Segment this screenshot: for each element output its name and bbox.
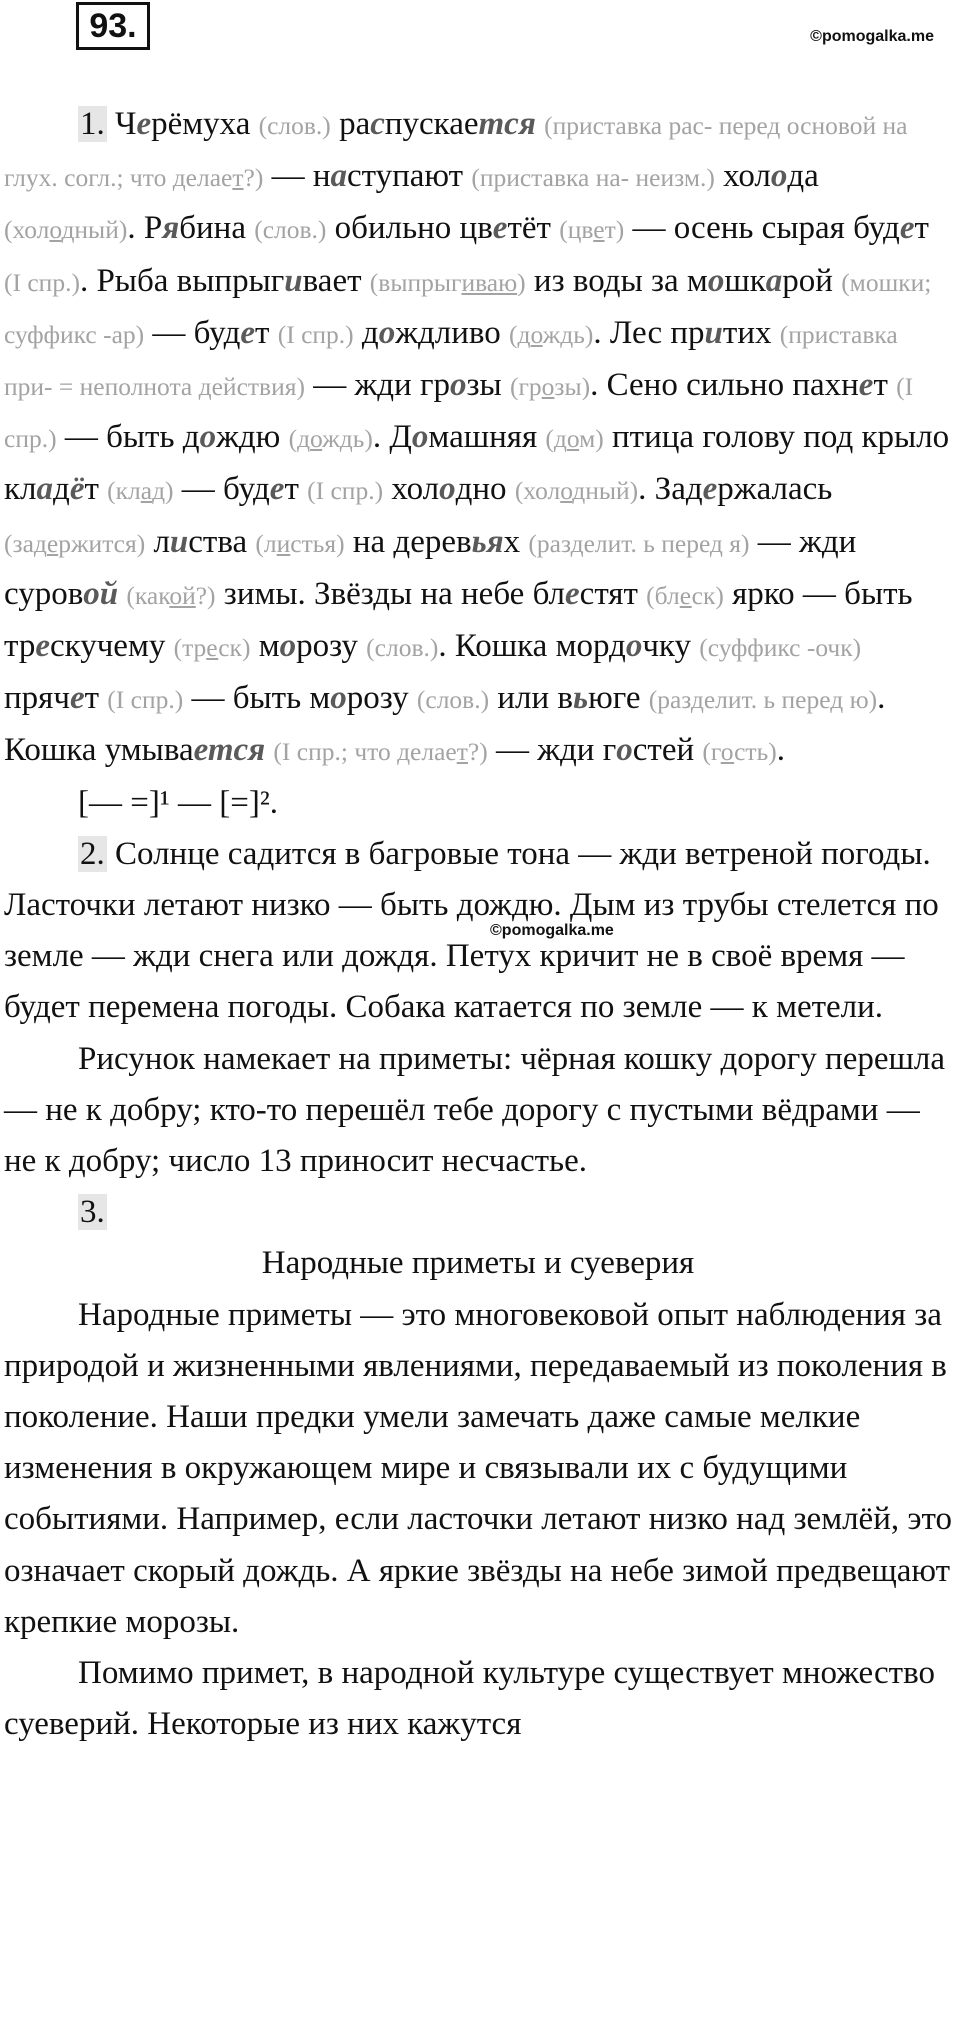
- exercise-number-badge: 93.: [76, 2, 150, 50]
- essay-title: Народные приметы и суеверия: [261, 1245, 695, 1282]
- essay-paragraph-2: Помимо примет, в народной культуре существует множество суеверий. Некоторые из них кажутся: [4, 1655, 935, 1743]
- essay-paragraph-1: Народные приметы — это многовековой опыт наблюдения за природой и жизненными явлениями, передаваемый из поколения в поколение. Наши предки умели замечать даже самые мелкие изменения в окружающем мире и связывали их с будущими событиями. Например, если ласточки летают низко над землёй, это означает скорый дождь. А яркие звёзды на небе зимой предвещают крепкие морозы.: [4, 1296, 953, 1640]
- part1-schema: [— =]¹ — [=]².: [78, 784, 278, 821]
- part2-paragraph-1: 2. Солнце садится в багровые тона — жди ветреной погоды. Ласточки летают низко — быть дождю. Дым из трубы стелется по земле — жди снега или дождя. Петух кричит не в своё время — будет перемена погоды. Собака катается по земле — к метели.: [4, 835, 939, 1026]
- part2-number: 2.: [80, 835, 105, 872]
- part1-paragraph: 1. Черёмуха (слов.) распускается (приставка рас- перед основой на глух. согл.; что делает?) — наступают (приставка на- неизм.) холода (холодный). Рябина (слов.) обильно цветёт (цвет) — осень сырая будет (I спр.). Рыба выпрыгивает (выпрыгиваю) из воды за мошкарой (мошки; суффикс -ар) — будет (I спр.) дождливо (дождь). Лес притих (приставка при- = неполнота действия) — жди грозы (грозы). Сено сильно пахнет (I спр.) — быть дождю (дождь). Домашняя (дом) птица голову под крыло кладёт (клад) — будет (I спр.) холодно (холодный). Задержалась (задержится) листва (листья) на деревьях (разделит. ь перед я) — жди суровой (какой?) зимы. Звёзды на небе блестят (блеск) ярко — быть трескучему (треск) морозу (слов.). Кошка мордочку (суффикс -очк) прячет (I спр.) — быть морозу (слов.) или вьюге (разделит. ь перед ю). Кошка умывается (I спр.; что делает?) — жди гостей (гость).: [4, 106, 950, 769]
- exercise-text: [4, 99, 952, 1751]
- part1-number: 1.: [80, 106, 105, 142]
- part3-number-line: [4, 1187, 952, 1238]
- watermark-middle: ©pomogalka.me: [490, 922, 614, 939]
- part3-number: 3.: [80, 1194, 105, 1231]
- part2-paragraph-2: Рисунок намекает на приметы: чёрная кошку дорогу перешла — не к добру; кто-то перешёл тебе дорогу с пустыми вёдрами — не к добру; число 13 приносит несчастье.: [4, 1040, 946, 1180]
- watermark-top: ©pomogalka.me: [810, 28, 934, 45]
